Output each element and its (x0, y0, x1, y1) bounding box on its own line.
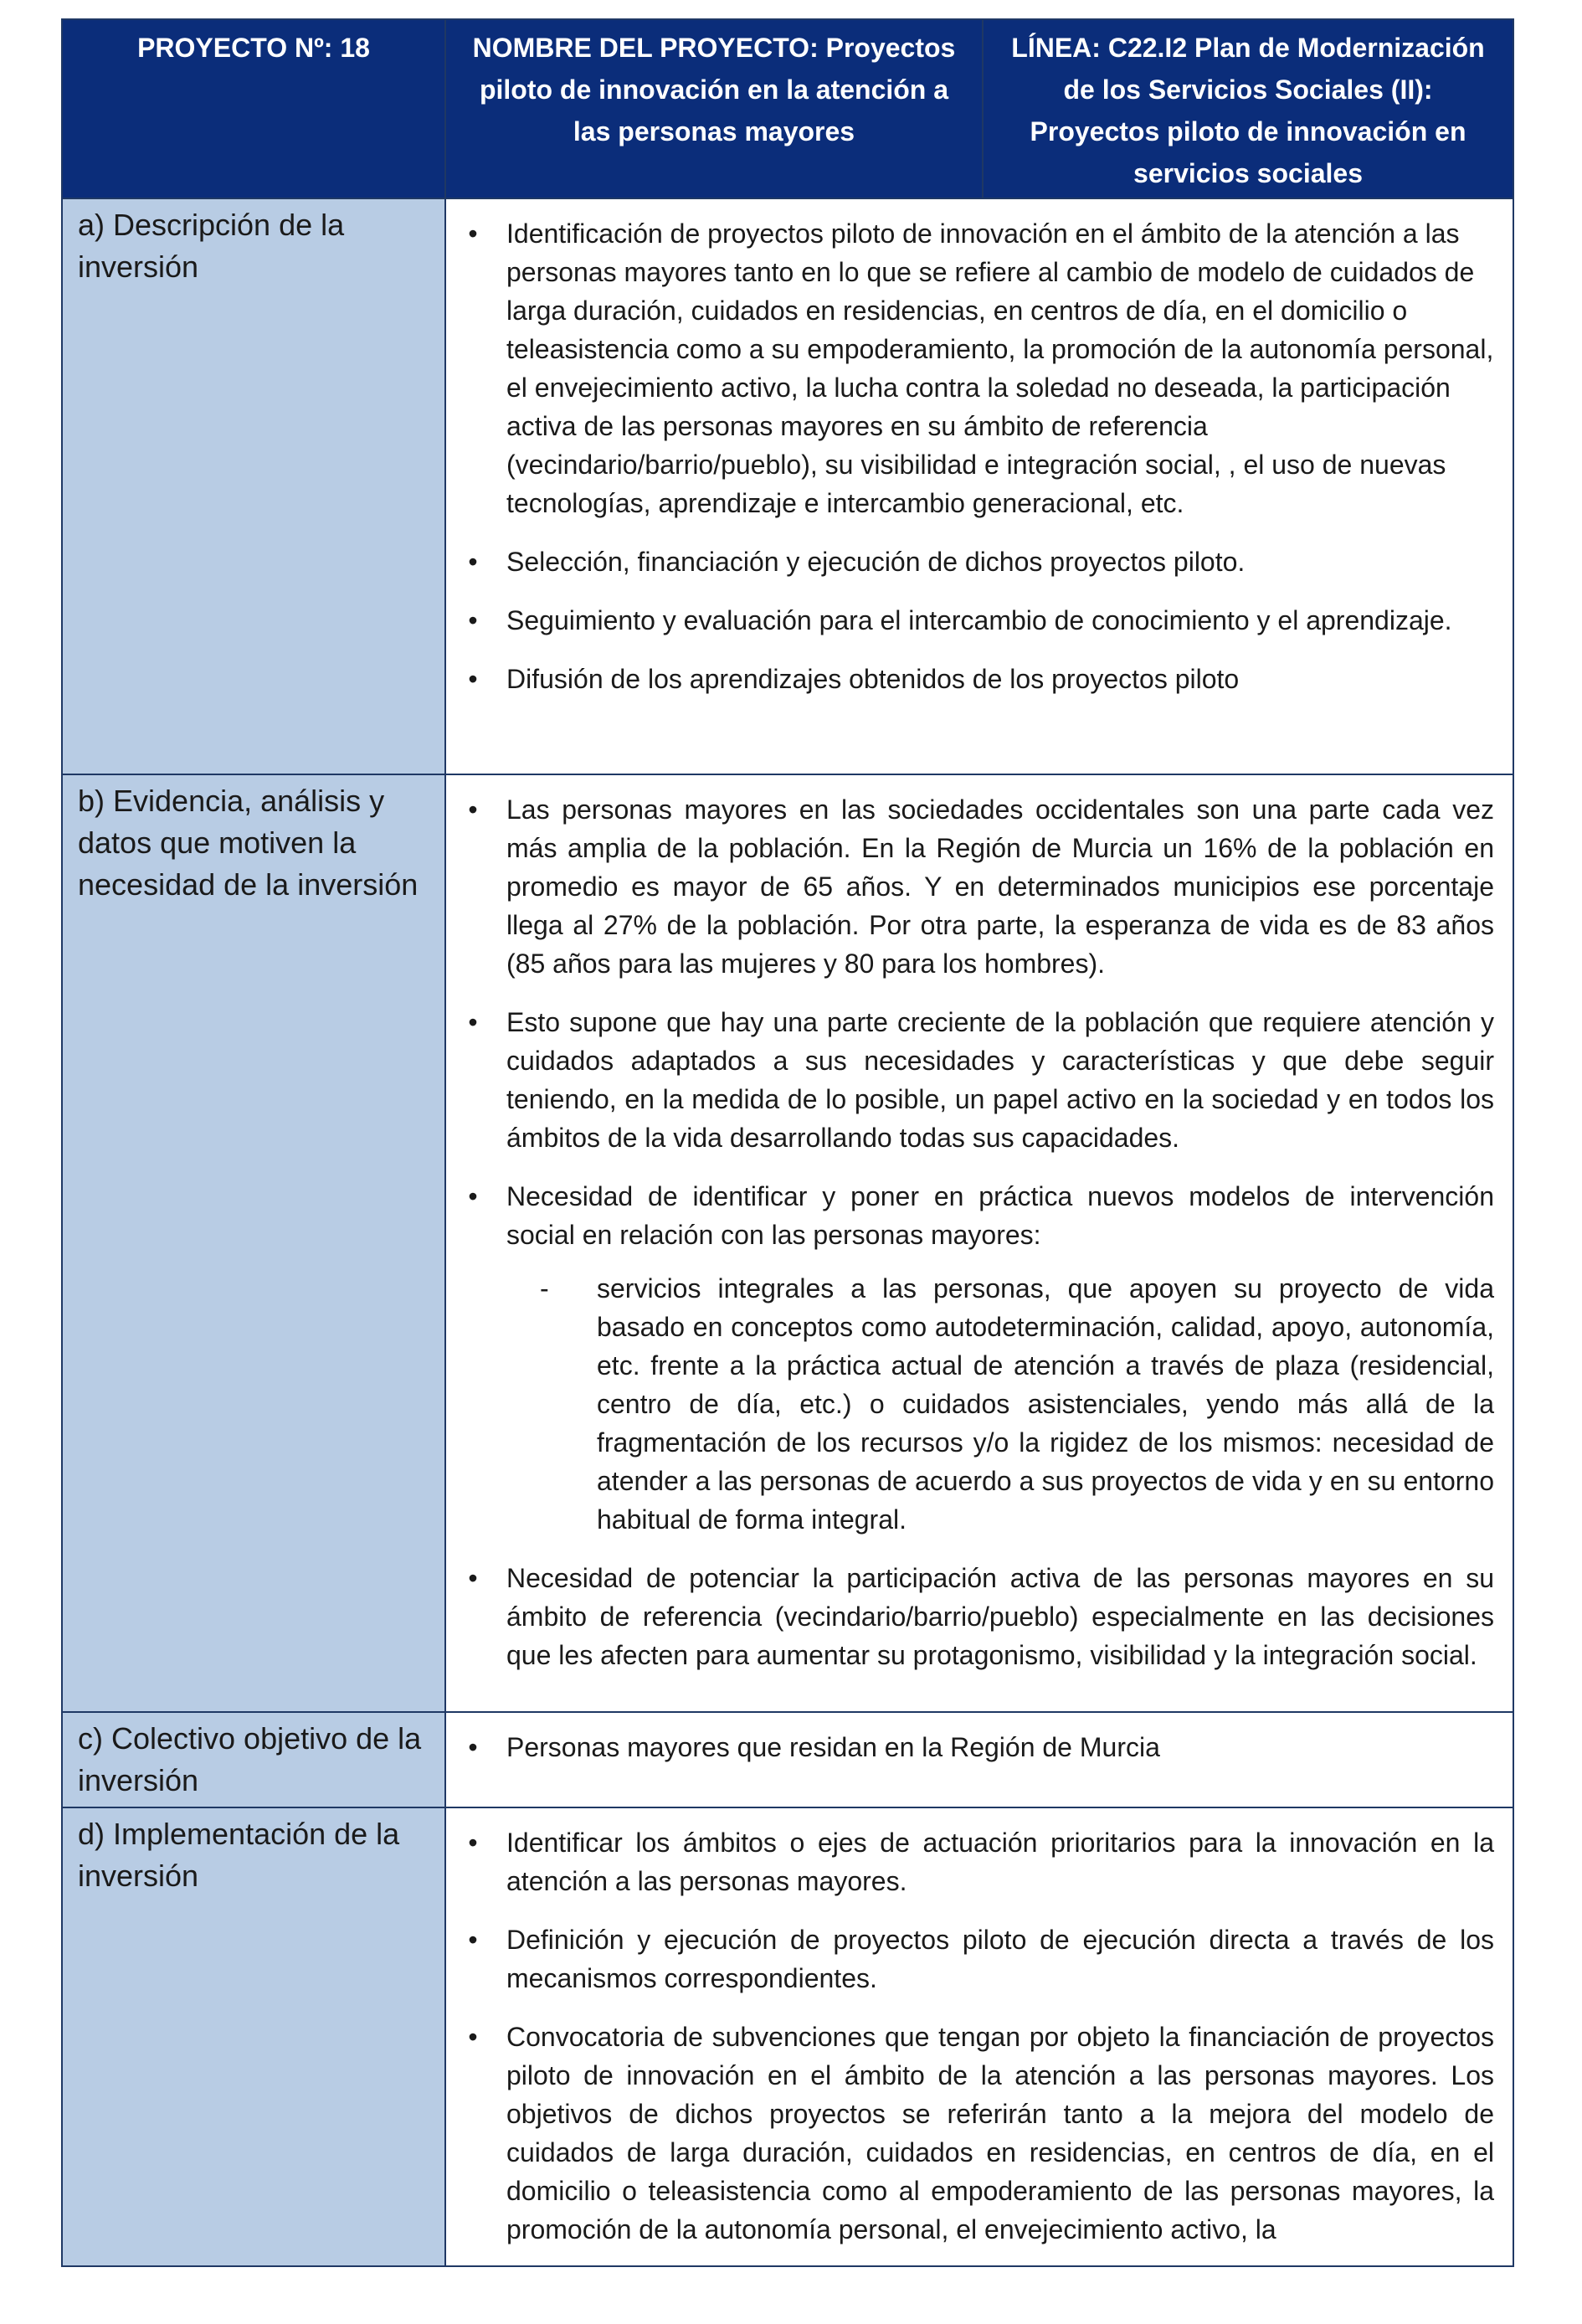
bullet-icon: • (468, 1007, 478, 1037)
project-number-cell (62, 19, 445, 198)
bullet-icon: • (468, 547, 478, 577)
bullet-text: Necesidad de identificar y poner en práctica nuevos modelos de intervención social en relación con las personas mayores: (506, 1181, 1494, 1250)
list-item (446, 214, 1494, 522)
section-d-content (445, 1807, 1513, 2266)
section-d-bullet-list (446, 1823, 1494, 2249)
sub-bullet-text: servicios integrales a las personas, que apoyen su proyecto de vida basado en conceptos como autodeterminación, calidad, apoyo, autonomía, etc. frente a la práctica actual de atención a través de plaza (residencial, centro de día, etc.) o cuidados asistenciales, yendo más allá de la fragmentación de los recursos y/o la rigidez de los mismos: necesidad de atender a las personas de acuerdo a sus proyectos de vida y en su entorno habitual de forma integral. (597, 1273, 1494, 1535)
section-b-row (62, 774, 1513, 1712)
bullet-icon: • (468, 605, 478, 635)
bullet-text: Difusión de los aprendizajes obtenidos de los proyectos piloto (506, 664, 1240, 694)
list-item (446, 2018, 1494, 2249)
section-a-row (62, 198, 1513, 774)
bullet-text: Identificar los ámbitos o ejes de actuación prioritarios para la innovación en la atención a las personas mayores. (506, 1828, 1494, 1896)
bullet-text: Seguimiento y evaluación para el intercambio de conocimiento y el aprendizaje. (506, 605, 1452, 635)
sub-bullet-list (506, 1269, 1494, 1539)
section-c-label: c) Colectivo objetivo de la inversión (78, 1721, 422, 1797)
bullet-text: Convocatoria de subvenciones que tengan por objeto la financiación de proyectos piloto de innovación en el ámbito de la atención a las personas mayores. Los objetivos de dichos proyectos se referirán tanto a la mejora del modelo de cuidados de larga duración, cuidados en residencias, en centros de día, en el domicilio o teleasistencia como al empoderamiento de las personas mayores, la promoción de la autonomía personal, el envejecimiento activo, la (506, 2022, 1494, 2244)
dash-icon: - (540, 1273, 549, 1303)
list-item (446, 601, 1494, 640)
bullet-text: Identificación de proyectos piloto de innovación en el ámbito de la atención a las personas mayores tanto en lo que se refiere al cambio de modelo de cuidados de larga duración, cuidados en residencias, en centros de día, en el domicilio o teleasistencia como a su empoderamiento, la promoción de la autonomía personal, el envejecimiento activo, la lucha contra la soledad no deseada, la participación activa de las personas mayores en su ámbito de referencia (vecindario/barrio/pueblo), su visibilidad e integración social, , el uso de nuevas tecnologías, aprendizaje e intercambio generacional, etc. (506, 219, 1494, 518)
list-item (446, 1728, 1494, 1766)
section-a-label: a) Descripción de la inversión (78, 208, 345, 284)
section-d-label-cell (62, 1807, 445, 2266)
list-item (446, 1559, 1494, 1674)
bullet-icon: • (468, 1732, 478, 1762)
section-b-content (445, 774, 1513, 1712)
bullet-text: Personas mayores que residan en la Región de Murcia (506, 1732, 1160, 1762)
line-title: LÍNEA: C22.I2 Plan de Modernización de los Servicios Sociales (II): Proyectos piloto de innovación en servicios sociales (1011, 33, 1485, 188)
section-a-content (445, 198, 1513, 774)
section-d-label: d) Implementación de la inversión (78, 1817, 400, 1893)
section-c-content (445, 1712, 1513, 1807)
bullet-icon: • (468, 794, 478, 825)
line-cell (983, 19, 1513, 198)
bullet-text: Las personas mayores en las sociedades occidentales son una parte cada vez más amplia de la población. En la Región de Murcia un 16% de la población en promedio es mayor de 65 años. Y en determinados municipios ese porcentaje llega al 27% de la población. Por otra parte, la esperanza de vida es de 83 años (85 años para las mujeres y 80 para los hombres). (506, 794, 1494, 979)
bullet-icon: • (468, 664, 478, 694)
section-c-row (62, 1712, 1513, 1807)
bullet-icon: • (468, 1828, 478, 1858)
list-item (446, 542, 1494, 581)
list-item (446, 1920, 1494, 1998)
list-item (446, 1823, 1494, 1900)
project-name: NOMBRE DEL PROYECTO: Proyectos piloto de innovación en la atención a las personas mayores (472, 33, 956, 147)
section-c-bullet-list (446, 1728, 1494, 1766)
section-c-label-cell (62, 1712, 445, 1807)
bullet-icon: • (468, 1563, 478, 1593)
section-a-bullet-list (446, 214, 1494, 698)
section-a-label-cell (62, 198, 445, 774)
bullet-text: Necesidad de potenciar la participación activa de las personas mayores en su ámbito de referencia (vecindario/barrio/pueblo) especialmente en las decisiones que les afecten para aumentar su protagonismo, visibilidad y la integración social. (506, 1563, 1494, 1670)
bullet-icon: • (468, 1181, 478, 1211)
list-item (446, 1003, 1494, 1157)
list-item (446, 660, 1494, 698)
list-item (446, 790, 1494, 983)
project-sheet-table (61, 18, 1514, 2267)
header-row (62, 19, 1513, 198)
section-b-bullet-list (446, 790, 1494, 1674)
bullet-text: Esto supone que hay una parte creciente de la población que requiere atención y cuidados adaptados a sus necesidades y características y que debe seguir teniendo, en la medida de lo posible, un papel activo en la sociedad y en todos los ámbitos de la vida desarrollando todas sus capacidades. (506, 1007, 1494, 1153)
section-b-label: b) Evidencia, análisis y datos que motiven la necesidad de la inversión (78, 784, 419, 902)
bullet-text: Selección, financiación y ejecución de dichos proyectos piloto. (506, 547, 1246, 577)
section-b-label-cell (62, 774, 445, 1712)
bullet-icon: • (468, 1925, 478, 1955)
bullet-icon: • (468, 2022, 478, 2052)
sub-list-item (506, 1269, 1494, 1539)
bullet-icon: • (468, 219, 478, 249)
section-d-row (62, 1807, 1513, 2266)
project-number: PROYECTO Nº: 18 (137, 33, 370, 63)
project-name-cell (445, 19, 983, 198)
list-item (446, 1177, 1494, 1539)
bullet-text: Definición y ejecución de proyectos piloto de ejecución directa a través de los mecanismos correspondientes. (506, 1925, 1494, 1993)
